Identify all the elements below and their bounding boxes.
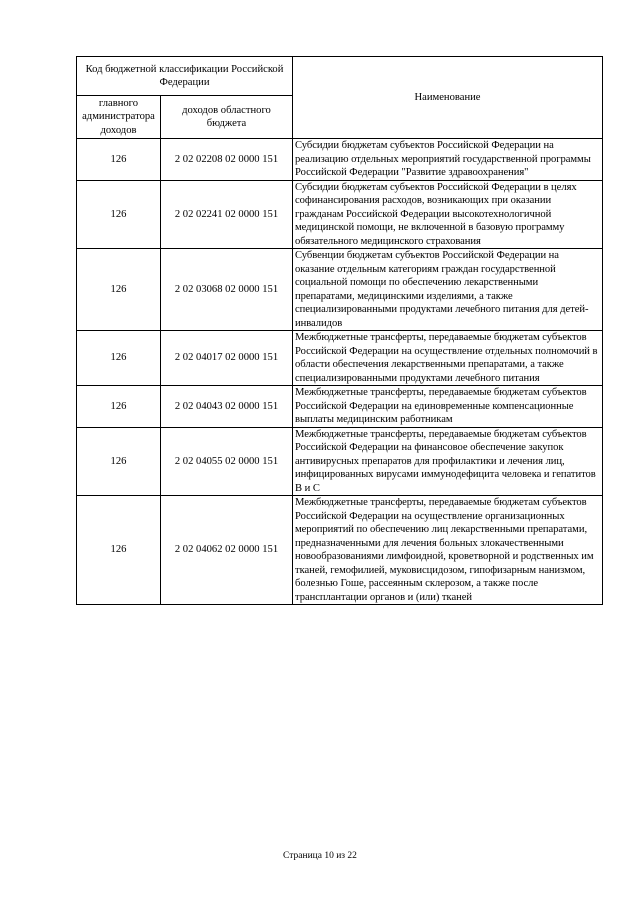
admin-code-cell: 126	[77, 496, 161, 605]
revenue-name-cell: Субсидии бюджетам субъектов Российской Федерации на реализацию отдельных мероприятий государственной программы Российской Федерации "Развитие здравоохранения"	[293, 139, 603, 181]
revenue-code-cell: 2 02 04055 02 0000 151	[161, 427, 293, 496]
admin-code-cell: 126	[77, 331, 161, 386]
admin-code-cell: 126	[77, 386, 161, 428]
revenue-name-cell: Субвенции бюджетам субъектов Российской Федерации на оказание отдельным категориям граждан государственной социальной помощи по обеспечению лекарственными препаратами, медицинскими изделиями, а также специализированными продуктами лечебного питания для детей-инвалидов	[293, 249, 603, 331]
revenue-code-cell: 2 02 04043 02 0000 151	[161, 386, 293, 428]
revenue-name-cell: Субсидии бюджетам субъектов Российской Федерации в целях софинансирования расходов, возникающих при оказании гражданам Российской Федерации высокотехнологичной медицинской помощи, не включенной в базовую программу обязательного медицинского страхования	[293, 180, 603, 249]
revenue-code-cell: 2 02 02241 02 0000 151	[161, 180, 293, 249]
table-row	[77, 180, 603, 249]
table-row	[77, 427, 603, 496]
revenue-code-cell: 2 02 03068 02 0000 151	[161, 249, 293, 331]
revenue-code-cell: 2 02 02208 02 0000 151	[161, 139, 293, 181]
admin-code-cell: 126	[77, 180, 161, 249]
header-revenue-code: доходов областного бюджета	[161, 96, 293, 139]
table-row	[77, 496, 603, 605]
header-admin: главного администратора доходов	[77, 96, 161, 139]
revenue-name-cell: Межбюджетные трансферты, передаваемые бюджетам субъектов Российской Федерации на единовременные компенсационные выплаты медицинским работникам	[293, 386, 603, 428]
table-row	[77, 249, 603, 331]
budget-classification-table	[76, 56, 603, 605]
admin-code-cell: 126	[77, 427, 161, 496]
table-row	[77, 386, 603, 428]
revenue-name-cell: Межбюджетные трансферты, передаваемые бюджетам субъектов Российской Федерации на финансовое обеспечение закупок антивирусных препаратов для профилактики и лечения лиц, инфицированных вирусами иммунодефицита человека и гепатитов В и С	[293, 427, 603, 496]
revenue-name-cell: Межбюджетные трансферты, передаваемые бюджетам субъектов Российской Федерации на осуществление организационных мероприятий по обеспечению лиц лекарственными препаратами, предназначенными для лечения больных злокачественными новообразованиями лимфоидной, кроветворной и родственных им тканей, гемофилией, муковисцидозом, гипофизарным нанизмом, болезнью Гоше, рассеянным склерозом, а также после трансплантации органов и (или) тканей	[293, 496, 603, 605]
header-name: Наименование	[293, 57, 603, 139]
revenue-code-cell: 2 02 04062 02 0000 151	[161, 496, 293, 605]
revenue-code-cell: 2 02 04017 02 0000 151	[161, 331, 293, 386]
header-classification-code: Код бюджетной классификации Российской Федерации	[77, 57, 293, 96]
admin-code-cell: 126	[77, 249, 161, 331]
admin-code-cell: 126	[77, 139, 161, 181]
table-row	[77, 331, 603, 386]
table-row	[77, 139, 603, 181]
page-number-footer: Страница 10 из 22	[283, 851, 357, 861]
revenue-name-cell: Межбюджетные трансферты, передаваемые бюджетам субъектов Российской Федерации на осуществление отдельных полномочий в области обеспечения лекарственными препаратами, а также специализированными продуктами лечебного питания	[293, 331, 603, 386]
